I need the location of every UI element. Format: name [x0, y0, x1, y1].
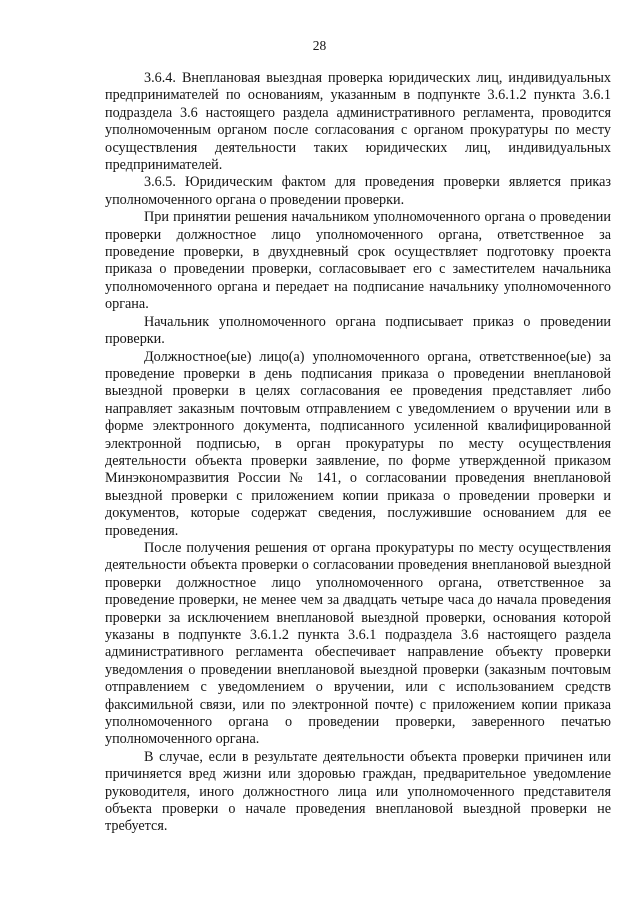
paragraph-harm-exception: В случае, если в результате деятельности объекта проверки причинен или причиняется вред жизни или здоровью граждан, предварительное уведомление руководителя, иного должностного лица или уполномоченного представителя объекта проверки о начале проведения внеплановой выездной проверки не требуется.	[105, 748, 611, 835]
paragraph-order-preparation: При принятии решения начальником уполномоченного органа о проведении проверки должностное лицо уполномоченного органа, ответственное за проведение проверки, в двухдневный срок осуществляет подготовку проекта приказа о проведении проверки, согласовывает его с заместителем начальника уполномоченного органа и передает на подписание начальнику уполномоченного органа.	[105, 209, 611, 313]
paragraph-3-6-5: 3.6.5. Юридическим фактом для проведения проверки является приказ уполномоченного органа о проведении проверки.	[105, 174, 611, 208]
paragraph-3-6-4: 3.6.4. Внеплановая выездная проверка юридических лиц, индивидуальных предпринимателей по основаниям, указанным в подпункте 3.6.1.2 пункта 3.6.1 подраздела 3.6 настоящего раздела административного регламента, проводится уполномоченным органом после согласования с органом прокуратуры по месту осуществления деятельности таких юридических лиц, индивидуальных предпринимателей.	[105, 70, 611, 174]
document-body	[105, 70, 611, 836]
paragraph-order-signing: Начальник уполномоченного органа подписывает приказ о проведении проверки.	[105, 313, 611, 348]
page-number: 28	[312, 38, 327, 53]
paragraph-notification: После получения решения от органа прокуратуры по месту осуществления деятельности объекта проверки о согласовании проведения внеплановой выездной проверки должностное лицо уполномоченного органа, ответственное за проведение проверки, не менее чем за двадцать четыре часа до начала проведения проверки за исключением внеплановой выездной проверки, основания которой указаны в подпункте 3.6.1.2 пункта 3.6.1 подраздела 3.6 настоящего раздела административного регламента обеспечивает направление объекту проверки уведомления о проведении внеплановой выездной проверки (заказным почтовым отправлением с уведомлением о вручении, или с использованием средств факсимильной связи, или по электронной почте) с приложением копии приказа уполномоченного органа о проведении проверки, заверенного печатью уполномоченного органа.	[105, 539, 611, 748]
paragraph-prosecutor-application: Должностное(ые) лицо(а) уполномоченного органа, ответственное(ые) за проведение проверки в день подписания приказа о проведении внеплановой выездной проверки в целях согласования ее проведения представляет либо направляет заказным почтовым отправлением с уведомлением о вручении или в форме электронного документа, подписанного усиленной квалифицированной электронной подписью, в орган прокуратуры по месту осуществления деятельности объекта проверки заявление, по форме утвержденной приказом Минэкономразвития России № 141, о согласовании проведения внеплановой выездной проверки с приложением копии приказа о проведении проверки и документов, которые содержат сведения, послужившие основанием для ее проведения.	[105, 348, 611, 539]
